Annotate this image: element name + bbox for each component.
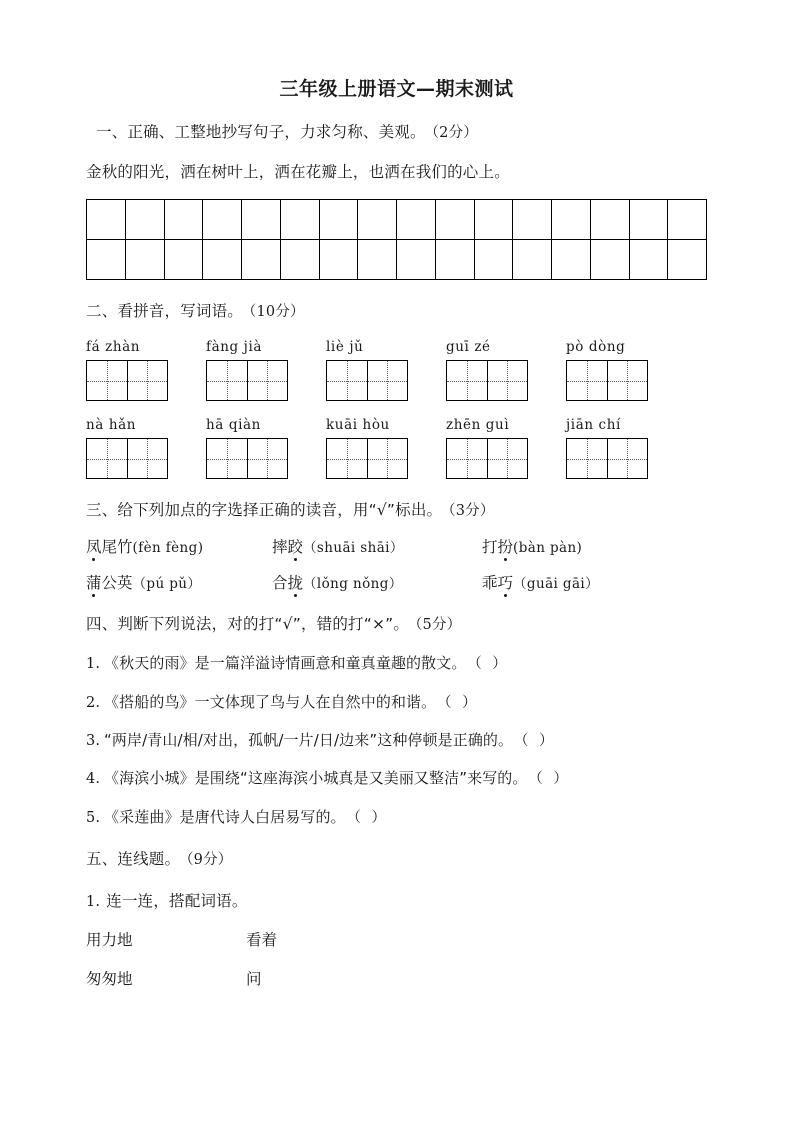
matching-right-term[interactable]: 看着 xyxy=(246,930,278,949)
word-suffix: 公英 xyxy=(101,573,133,592)
pinyin-row-2 xyxy=(86,415,707,479)
copy-writing-grid[interactable] xyxy=(86,199,707,280)
pronunciation-row-2 xyxy=(86,573,707,594)
tianzige-box[interactable] xyxy=(446,438,528,479)
copy-grid-cell[interactable] xyxy=(203,240,242,280)
copy-grid-cell[interactable] xyxy=(552,240,591,280)
tianzige-cell[interactable] xyxy=(607,439,648,478)
section-5-sub-number: 1. xyxy=(86,893,101,910)
judgement-text: 《海滨小城》是围绕“这座海滨小城真是又美丽又整洁”来写的。 xyxy=(104,769,528,788)
pronunciation-item[interactable] xyxy=(86,537,272,558)
tianzige-cell[interactable] xyxy=(367,439,408,478)
copy-grid-cell[interactable] xyxy=(435,200,474,240)
judgement-text: 《采莲曲》是唐代诗人白居易写的。 xyxy=(104,807,346,826)
judgement-item xyxy=(86,730,707,751)
matching-left-term[interactable]: 用力地 xyxy=(86,930,133,949)
tianzige-cell[interactable] xyxy=(207,361,247,400)
tianzige-cell[interactable] xyxy=(567,439,607,478)
copy-grid-cell[interactable] xyxy=(319,200,358,240)
pinyin-label: zhēn guì xyxy=(446,417,510,434)
dotted-character: 扮 xyxy=(497,538,514,557)
copy-grid-cell[interactable] xyxy=(280,200,319,240)
matching-row xyxy=(86,930,707,950)
dotted-character: 蒲 xyxy=(86,573,102,592)
copy-grid-row xyxy=(87,200,707,240)
copy-grid-cell[interactable] xyxy=(242,200,281,240)
pronunciation-item[interactable] xyxy=(482,537,582,558)
judgement-answer-blank[interactable]: （ ） xyxy=(521,733,557,750)
section-4-score: （5分） xyxy=(415,617,462,634)
matching-row xyxy=(86,969,707,989)
tianzige-cell[interactable] xyxy=(447,361,487,400)
pronunciation-options[interactable]: (fèn fèng) xyxy=(132,540,204,557)
judgement-text: 《搭船的鸟》一文体现了鸟与人在自然中的和谐。 xyxy=(104,692,437,711)
pronunciation-item[interactable] xyxy=(482,573,599,594)
tianzige-cell[interactable] xyxy=(127,439,168,478)
word-prefix: 乖 xyxy=(482,573,498,592)
pinyin-label: kuāi hòu xyxy=(326,417,390,434)
copy-grid-cell[interactable] xyxy=(87,200,126,240)
tianzige-cell[interactable] xyxy=(127,361,168,400)
pronunciation-options[interactable]: （pú pǔ） xyxy=(132,575,202,592)
tianzige-cell[interactable] xyxy=(367,361,408,400)
tianzige-box[interactable] xyxy=(326,360,408,401)
section-1-heading xyxy=(86,121,707,144)
judgement-answer-blank[interactable]: （ ） xyxy=(353,809,390,826)
section-2-heading-text: 二、看拼音，写词语。 xyxy=(86,302,244,321)
pronunciation-row-1 xyxy=(86,537,707,558)
section-4-heading xyxy=(86,613,707,636)
copy-grid-cell[interactable] xyxy=(319,240,358,280)
copy-grid-cell[interactable] xyxy=(164,200,203,240)
pinyin-group xyxy=(86,415,206,479)
pinyin-group xyxy=(206,337,326,401)
copy-grid-cell[interactable] xyxy=(87,240,126,280)
copy-grid-cell[interactable] xyxy=(435,240,474,280)
copy-grid-cell[interactable] xyxy=(125,240,164,280)
pinyin-group xyxy=(326,337,446,401)
copy-grid-cell[interactable] xyxy=(629,200,668,240)
tianzige-box[interactable] xyxy=(206,360,288,401)
pinyin-label: jiān chí xyxy=(566,417,621,434)
judgement-answer-blank[interactable]: （ ） xyxy=(444,694,480,711)
word-prefix: 打 xyxy=(482,538,498,557)
copy-grid-cell[interactable] xyxy=(552,200,591,240)
section-3-heading-text: 三、给下列加点的字选择正确的读音，用“√”标出。 xyxy=(86,501,443,520)
tianzige-box[interactable] xyxy=(86,360,168,401)
tianzige-box[interactable] xyxy=(326,438,408,479)
tianzige-cell[interactable] xyxy=(87,361,127,400)
copy-grid-row xyxy=(87,240,707,280)
copy-grid-cell[interactable] xyxy=(397,200,436,240)
pinyin-row-1 xyxy=(86,337,707,401)
copy-grid-cell[interactable] xyxy=(358,240,397,280)
section-5-score: （9分） xyxy=(186,851,233,868)
pinyin-group xyxy=(206,415,326,479)
judgement-number: 1. xyxy=(86,656,101,673)
dotted-character: 凤 xyxy=(86,538,102,557)
judgement-text: “两岸/青山/相/对出，孤帆/一片/日/边来”这种停顿是正确的。 xyxy=(104,731,514,750)
copy-grid-cell[interactable] xyxy=(513,240,552,280)
tianzige-box[interactable] xyxy=(446,360,528,401)
judgement-answer-blank[interactable]: （ ） xyxy=(535,771,571,788)
tianzige-cell[interactable] xyxy=(487,439,528,478)
copy-grid-cell[interactable] xyxy=(125,200,164,240)
pinyin-group xyxy=(326,415,446,479)
section-1-score: （2分） xyxy=(431,124,478,141)
pronunciation-options[interactable]: (bàn pàn) xyxy=(513,540,583,557)
dotted-character: 拢 xyxy=(287,573,304,592)
pinyin-label: fàng jià xyxy=(206,339,263,356)
judgement-list xyxy=(86,653,707,827)
tianzige-cell[interactable] xyxy=(487,361,528,400)
pinyin-group xyxy=(566,415,686,479)
section-1-heading-text: 一、正确、工整地抄写句子，力求匀称、美观。 xyxy=(96,122,426,141)
copy-grid-cell[interactable] xyxy=(513,200,552,240)
section-4-heading-text: 四、判断下列说法，对的打“√”，错的打“×”。 xyxy=(86,615,410,634)
pinyin-group xyxy=(446,415,566,479)
copy-grid-cell[interactable] xyxy=(280,240,319,280)
tianzige-cell[interactable] xyxy=(247,439,288,478)
judgement-number: 3. xyxy=(86,733,101,750)
tianzige-cell[interactable] xyxy=(607,361,648,400)
tianzige-box[interactable] xyxy=(86,438,168,479)
copy-grid-cell[interactable] xyxy=(668,240,707,280)
copy-grid-cell[interactable] xyxy=(164,240,203,280)
dotted-character: 巧 xyxy=(497,573,514,592)
section-5-sub-heading xyxy=(86,889,707,911)
tianzige-cell[interactable] xyxy=(567,361,607,400)
pinyin-group xyxy=(86,337,206,401)
section-3-score: （3分） xyxy=(448,503,495,520)
judgement-number: 2. xyxy=(86,694,101,711)
pinyin-group xyxy=(446,337,566,401)
pinyin-label: guī zé xyxy=(446,339,491,356)
pinyin-label: fá zhàn xyxy=(86,339,141,356)
copy-grid-cell[interactable] xyxy=(590,240,629,280)
pinyin-group xyxy=(566,337,686,401)
judgement-item xyxy=(86,653,707,674)
judgement-text: 《秋天的雨》是一篇洋溢诗情画意和童真童趣的散文。 xyxy=(104,654,467,673)
pronunciation-options[interactable]: （guāi gāi） xyxy=(513,575,600,592)
pinyin-label: pò dòng xyxy=(566,339,626,356)
word-suffix: 尾竹 xyxy=(101,538,133,557)
copy-grid-cell[interactable] xyxy=(668,200,707,240)
tianzige-cell[interactable] xyxy=(207,439,247,478)
judgement-item xyxy=(86,807,707,828)
word-prefix: 合 xyxy=(272,573,288,592)
tianzige-cell[interactable] xyxy=(447,439,487,478)
matching-list xyxy=(86,930,707,989)
matching-left-term[interactable]: 匆匆地 xyxy=(86,970,133,989)
pronunciation-options[interactable]: （lǒng nǒng） xyxy=(303,575,403,592)
copy-grid-cell[interactable] xyxy=(203,200,242,240)
section-5-heading xyxy=(86,848,707,871)
page-title: 三年级上册语文—期末测试 xyxy=(279,78,514,100)
tianzige-box[interactable] xyxy=(206,438,288,479)
matching-right-term[interactable]: 问 xyxy=(246,970,262,989)
pronunciation-item[interactable] xyxy=(272,537,482,558)
pinyin-label: nà hǎn xyxy=(86,417,137,434)
copy-grid-cell[interactable] xyxy=(474,240,513,280)
tianzige-cell[interactable] xyxy=(327,439,367,478)
judgement-item xyxy=(86,692,707,713)
copy-grid-cell[interactable] xyxy=(590,200,629,240)
judgement-item xyxy=(86,768,707,789)
section-5-heading-text: 五、连线题。 xyxy=(86,849,181,868)
copy-grid-cell[interactable] xyxy=(358,200,397,240)
judgement-answer-blank[interactable]: （ ） xyxy=(474,656,510,673)
section-3-heading xyxy=(86,499,707,522)
judgement-number: 4. xyxy=(86,771,101,788)
section-2-heading xyxy=(86,300,707,323)
tianzige-box[interactable] xyxy=(566,360,648,401)
tianzige-cell[interactable] xyxy=(327,361,367,400)
section-2-score: （10分） xyxy=(249,304,305,321)
tianzige-box[interactable] xyxy=(566,438,648,479)
copy-grid-cell[interactable] xyxy=(397,240,436,280)
section-1-sentence: 金秋的阳光，洒在树叶上，洒在花瓣上，也洒在我们的心上。 xyxy=(86,162,510,181)
dotted-character: 跤 xyxy=(287,538,304,557)
pinyin-label: liè jǔ xyxy=(326,339,364,356)
pronunciation-options[interactable]: （shuāi shāi） xyxy=(303,540,404,557)
judgement-number: 5. xyxy=(86,809,101,826)
pinyin-label: hā qiàn xyxy=(206,417,261,434)
pronunciation-item[interactable] xyxy=(86,573,272,594)
word-prefix: 摔 xyxy=(272,538,288,557)
copy-grid-cell[interactable] xyxy=(474,200,513,240)
copy-grid-cell[interactable] xyxy=(629,240,668,280)
section-5-sub-text: 连一连，搭配词语。 xyxy=(106,891,248,910)
pronunciation-item[interactable] xyxy=(272,573,482,594)
copy-grid-cell[interactable] xyxy=(242,240,281,280)
tianzige-cell[interactable] xyxy=(87,439,127,478)
tianzige-cell[interactable] xyxy=(247,361,288,400)
